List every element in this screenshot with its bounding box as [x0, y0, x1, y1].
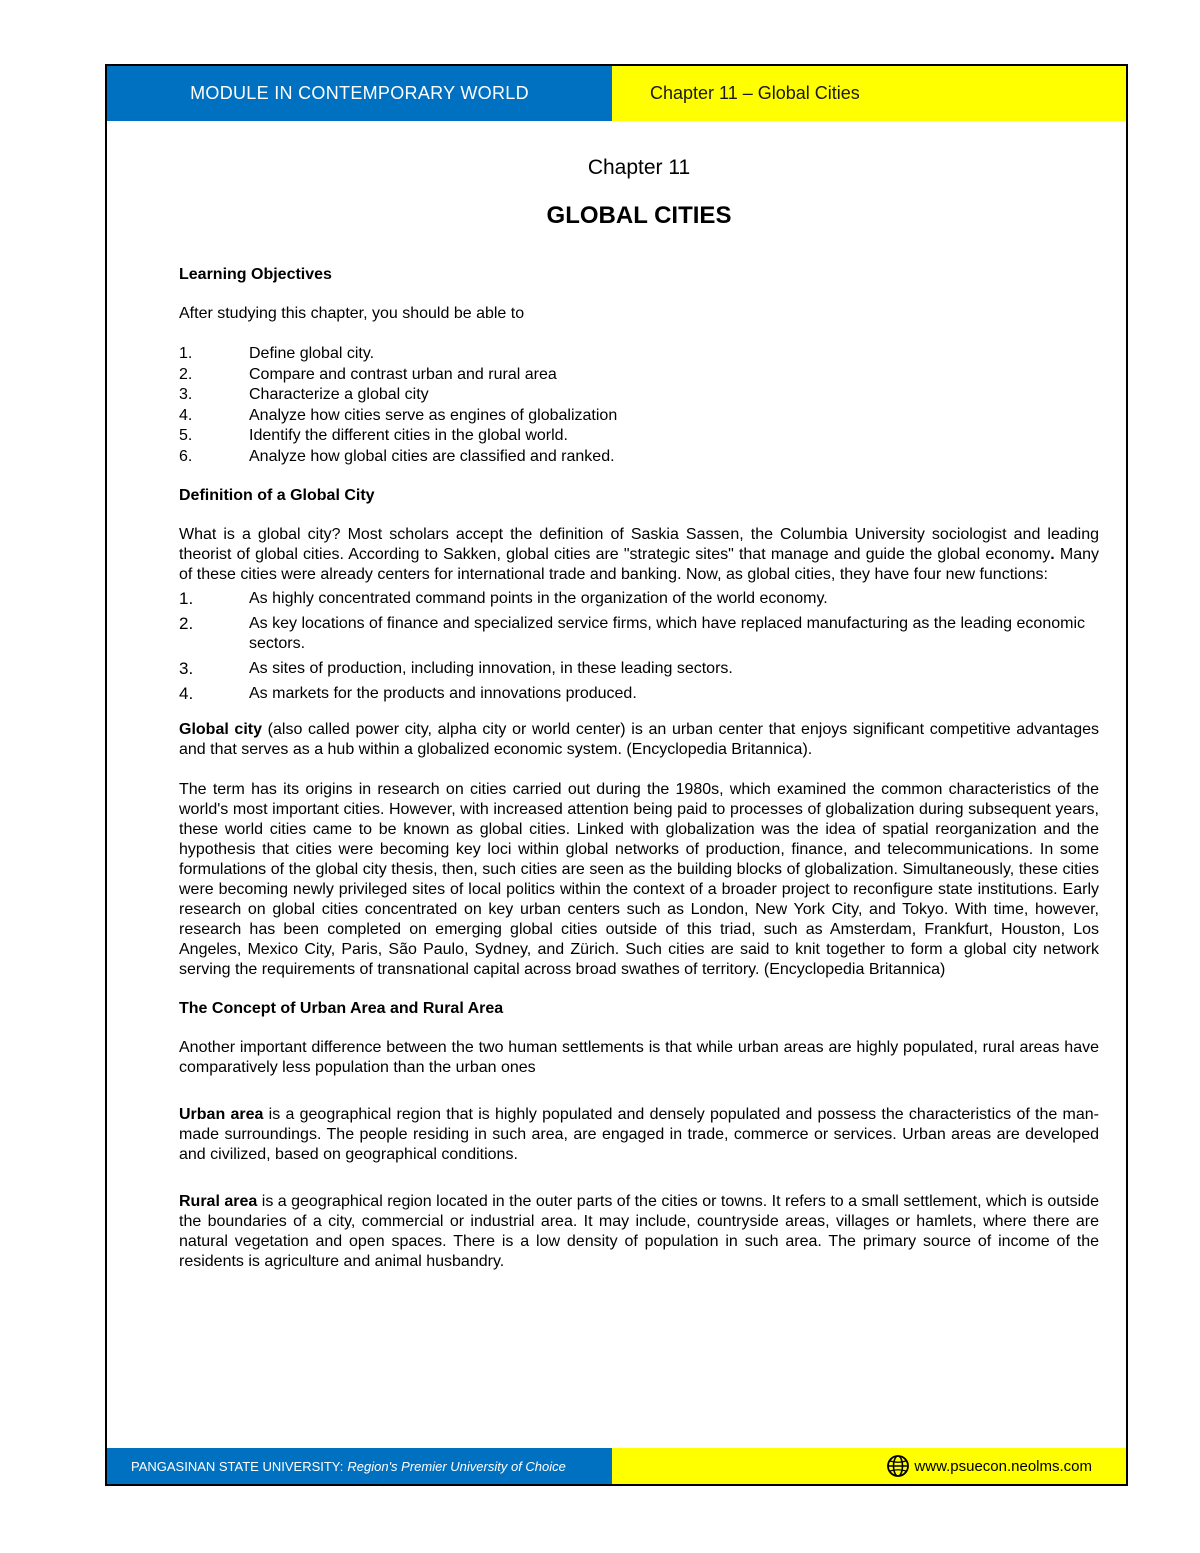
header-chapter-title: Chapter 11 – Global Cities: [612, 66, 1126, 121]
list-item: [179, 684, 1099, 704]
chapter-title: GLOBAL CITIES: [546, 202, 732, 229]
list-item: [179, 614, 1099, 654]
functions-list: [179, 589, 1099, 704]
footer-university: [107, 1448, 612, 1484]
header-module-title: MODULE IN CONTEMPORARY WORLD: [107, 66, 612, 121]
item-text: As highly concentrated command points in the organization of the world economy.: [249, 590, 828, 607]
rural-area-paragraph: [179, 1192, 1099, 1272]
item-text: Analyze how global cities are classified and ranked.: [249, 447, 615, 465]
rural-area-text: is a geographical region located in the outer parts of the cities or towns. It refers to a small settlement, which is outside the boundaries of a city, commercial or industrial area. It may include, countryside areas, villages or hamlets, where there are natural vegetation and open spaces. There is a low density of population in such area. The primary source of income of the residents is agriculture and animal husbandry.: [179, 1193, 1100, 1270]
globe-icon: [886, 1454, 910, 1478]
list-item: [179, 406, 1099, 427]
list-item: [179, 385, 1099, 406]
item-text: As key locations of finance and specialized service firms, which have replaced manufacturing as the leading economic sectors.: [249, 615, 1085, 652]
item-number: 2.: [179, 614, 194, 633]
item-text: Define global city.: [249, 345, 375, 362]
chapter-number: Chapter 11: [587, 156, 691, 179]
university-tagline: Region's Premier University of Choice: [347, 1458, 566, 1474]
document-page: [105, 64, 1128, 1486]
urban-area-term: Urban area: [179, 1106, 264, 1123]
page-content: [179, 156, 1099, 1272]
objectives-intro: After studying this chapter, you should be able to: [179, 305, 525, 322]
definition-intro-a: What is a global city? Most scholars accept the definition of Saskia Sassen, the Columbia University sociologist and leading theorist of global cities. According to Sakken, global cities are "strategic sites" that manage and guide the global economy: [179, 526, 1099, 563]
item-number: 1.: [179, 345, 193, 362]
item-text: Compare and contrast urban and rural area: [249, 365, 557, 383]
item-text: As sites of production, including innovation, in these leading sectors.: [249, 660, 733, 677]
item-text: Analyze how cities serve as engines of globalization: [249, 406, 618, 424]
item-number: 1.: [179, 589, 194, 608]
item-number: 6.: [179, 447, 193, 465]
origins-paragraph: The term has its origins in research on cities carried out during the 1980s, which examined the common characteristics of the world's most important cities. However, with increased attention being paid to processes of globalization during subsequent years, these world cities came to be known as global cities. Linked with globalization was the idea of spatial reorganization and the hypothesis that cities were becoming key loci within global networks of production, finance, and telecommunications. In some formulations of the global city thesis, then, such cities are seen as the building blocks of globalization. Simultaneously, these cities were becoming newly privileged sites of local politics within the context of a broader project to reconfigure state institutions. Early research on global cities concentrated on key urban centers such as London, New York City, and Tokyo. With time, however, research has been completed on emerging global cities outside of this triad, such as Amsterdam, Frankfurt, Houston, Los Angeles, Mexico City, Paris, São Paulo, Sydney, and Zürich. Such cities are said to knit together to form a global city network serving the requirements of transnational capital across broad swathes of territory. (Encyclopedia Britannica): [179, 781, 1099, 978]
rural-area-term: Rural area: [179, 1193, 258, 1210]
urban-rural-intro: Another important difference between the two human settlements is that while urban areas are highly populated, rural areas have comparatively less population than the urban ones: [179, 1039, 1099, 1076]
list-item: [179, 426, 1099, 447]
definition-intro: [179, 525, 1099, 585]
item-number: 5.: [179, 427, 193, 444]
item-text: Characterize a global city: [249, 386, 429, 403]
page-header: [107, 66, 1126, 121]
website-link[interactable]: www.psuecon.neolms.com: [914, 1457, 1092, 1475]
item-number: 2.: [179, 365, 193, 383]
list-item: [179, 447, 1099, 468]
definition-heading: Definition of a Global City: [179, 487, 375, 504]
global-city-term: Global city: [179, 721, 263, 738]
item-text: As markets for the products and innovations produced.: [249, 685, 637, 702]
global-city-definition: [179, 720, 1099, 760]
list-item: [179, 659, 1099, 679]
item-number: 3.: [179, 659, 194, 678]
objectives-list: [179, 344, 1099, 467]
global-city-text: (also called power city, alpha city or world center) is an urban center that enjoys significant competitive advantages and that serves as a hub within a globalized economic system. (Encyclopedia Britannica).: [179, 721, 1100, 758]
page-footer: [107, 1448, 1126, 1484]
item-text: Identify the different cities in the global world.: [249, 427, 568, 444]
urban-area-paragraph: [179, 1105, 1099, 1165]
list-item: [179, 365, 1099, 386]
item-number: 4.: [179, 684, 194, 703]
list-item: [179, 589, 1099, 609]
urban-rural-heading: The Concept of Urban Area and Rural Area: [179, 1000, 504, 1017]
definition-intro-dot: .: [1050, 546, 1055, 563]
item-number: 3.: [179, 386, 193, 403]
university-name: PANGASINAN STATE UNIVERSITY:: [131, 1458, 344, 1474]
objectives-heading: Learning Objectives: [179, 266, 332, 283]
item-number: 4.: [179, 406, 193, 424]
list-item: [179, 344, 1099, 365]
footer-website: [612, 1448, 1126, 1484]
definition-intro-b: Many of these cities were already centers for international trade and banking. Now, as global cities, they have four new functions:: [179, 546, 1100, 583]
urban-area-text: is a geographical region that is highly populated and densely populated and possess the characteristics of the man-made surroundings. The people residing in such area, are engaged in trade, commerce or services. Urban areas are developed and civilized, based on geographical conditions.: [179, 1106, 1099, 1163]
